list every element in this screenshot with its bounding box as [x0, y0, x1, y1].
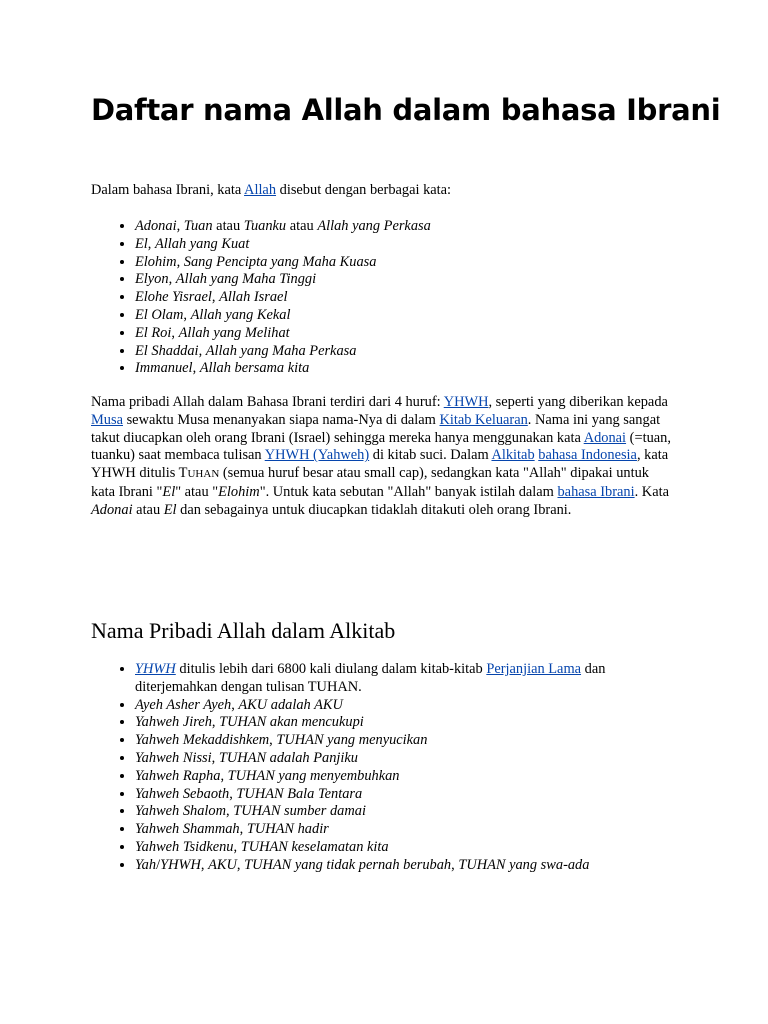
list-item	[135, 325, 431, 343]
name-term: YHWH	[160, 856, 201, 873]
name-term: Elyon	[135, 271, 169, 288]
name-term: Yahweh Shalom	[135, 803, 227, 820]
link-yhwh-list[interactable]: YHWH	[135, 661, 176, 677]
separator: ,	[176, 253, 184, 270]
list-item	[135, 732, 605, 750]
list-item	[135, 786, 605, 804]
italic-term: El	[163, 501, 177, 518]
name-meaning: Sang Pencipta yang Maha Kuasa	[183, 253, 377, 270]
list-item	[135, 803, 605, 821]
names-list	[91, 218, 431, 378]
separator: ,	[231, 696, 239, 713]
separator: ,	[171, 324, 179, 341]
separator: /	[156, 856, 161, 873]
list-item	[135, 697, 605, 715]
separator: ,	[211, 289, 220, 306]
name-meaning: Allah Israel	[219, 289, 288, 306]
link-perjanjian-lama[interactable]: Perjanjian Lama	[486, 661, 582, 677]
list-item	[135, 839, 605, 857]
paragraph-text: (=tuan, tuanku) saat membaca tulisan	[91, 429, 671, 464]
link-bahasa-ibrani[interactable]: bahasa Ibrani	[557, 483, 635, 500]
list-item	[135, 271, 431, 289]
name-meaning: TUHAN akan mencukupi	[219, 714, 364, 731]
name-term: Yahweh Nissi	[135, 749, 212, 766]
paragraph-text: dan sebagainya untuk diucapkan tidaklah ditakuti oleh orang Ibrani.	[176, 501, 572, 518]
intro-text-pre: Dalam bahasa Ibrani, kata	[91, 182, 245, 198]
separator: ,	[168, 271, 176, 288]
section-heading: Nama Pribadi Allah dalam Alkitab	[91, 618, 396, 643]
name-term: Yahweh Tsidkenu	[135, 838, 234, 855]
name-term: Yahweh Mekaddishkem	[135, 732, 270, 749]
name-term: Tuanku	[243, 218, 287, 234]
link-alkitab[interactable]: Alkitab	[491, 447, 535, 464]
paragraph-text: , seperti yang diberikan kepada	[488, 394, 668, 410]
paragraph-text: , kata YHWH ditulis T	[91, 447, 669, 482]
list-item	[135, 714, 605, 732]
list-item	[135, 218, 431, 236]
name-meaning: Allah yang Kekal	[190, 306, 291, 323]
name-term: El	[135, 235, 148, 252]
page-title: Daftar nama Allah dalam bahasa Ibrani	[91, 93, 721, 127]
name-meaning: TUHAN yang swa-ada	[458, 856, 590, 873]
list-item	[135, 236, 431, 254]
separator: ,	[220, 767, 228, 784]
paragraph-text: Nama pribadi Allah dalam Bahasa Ibrani terdiri dari 4 huruf:	[91, 394, 444, 410]
name-term: El Roi	[135, 324, 172, 341]
paragraph-text: " atau "	[175, 483, 219, 500]
name-term: El Olam	[135, 306, 184, 323]
paragraph-text: sewaktu Musa menanyakan siapa nama-Nya di dalam	[122, 411, 440, 428]
name-meaning: AKU adalah AKU	[238, 696, 343, 713]
separator: ,	[211, 714, 220, 731]
name-meaning: TUHAN keselamatan kita	[240, 838, 389, 855]
separator: ,	[198, 342, 206, 359]
name-meaning: Allah yang Perkasa	[317, 218, 431, 234]
link-bahasa-indonesia[interactable]: bahasa Indonesia	[538, 447, 637, 464]
link-yhwh[interactable]: YHWH	[443, 394, 489, 410]
list-item	[135, 661, 605, 697]
paragraph-text: (semua huruf besar atau small cap), sedangkan kata "Allah" dipakai untuk kata Ibrani "	[91, 465, 649, 500]
name-term: Yahweh Sebaoth	[135, 785, 230, 802]
list-item	[135, 857, 605, 875]
separator: ,	[147, 235, 155, 252]
list-item	[135, 343, 431, 361]
connector-text: atau	[212, 218, 244, 234]
list-text: dan	[581, 661, 606, 677]
separator: ,	[183, 306, 191, 323]
italic-term: Elohim	[218, 483, 260, 500]
name-meaning: Allah yang Melihat	[178, 324, 290, 341]
name-meaning: TUHAN yang menyembuhkan	[227, 767, 400, 784]
list-item	[135, 750, 605, 768]
name-term: Immanuel	[135, 360, 193, 377]
separator: ,	[211, 749, 219, 766]
name-term: Elohe Yisrael	[135, 289, 212, 306]
paragraph-text: atau	[132, 501, 164, 518]
list-text: diterjemahkan dengan tulisan TUHAN.	[135, 678, 362, 695]
name-term: El Shaddai	[135, 342, 199, 359]
list-item	[135, 768, 605, 786]
link-adonai[interactable]: Adonai	[583, 429, 627, 446]
name-meaning: Allah yang Kuat	[155, 235, 250, 252]
link-yhwh-yahweh[interactable]: YHWH (Yahweh)	[264, 447, 370, 464]
separator: ,	[200, 856, 209, 873]
list-item	[135, 360, 431, 378]
separator: ,	[239, 821, 247, 838]
name-meaning: TUHAN yang tidak pernah berubah	[244, 856, 452, 873]
name-meaning: TUHAN yang menyucikan	[276, 732, 428, 749]
separator: ,	[451, 856, 459, 873]
body-paragraph	[91, 394, 671, 520]
name-meaning: TUHAN hadir	[246, 821, 329, 838]
link-kitab-keluaran[interactable]: Kitab Keluaran	[439, 411, 528, 428]
name-term: Yahweh Rapha	[135, 767, 221, 784]
name-meaning: TUHAN adalah Panjiku	[218, 749, 358, 766]
name-meaning: AKU	[208, 856, 237, 873]
name-term: Yahweh Shammah	[135, 821, 240, 838]
name-term: Adonai	[135, 218, 177, 234]
name-meaning: Allah yang Maha Perkasa	[205, 342, 357, 359]
name-term: Yah	[135, 856, 157, 873]
name-term: Yahweh Jireh	[135, 714, 212, 731]
separator: ,	[176, 218, 184, 234]
personal-names-list	[91, 661, 605, 875]
link-allah[interactable]: Allah	[244, 182, 277, 198]
separator: ,	[233, 838, 241, 855]
separator: ,	[229, 785, 237, 802]
italic-term: Adonai	[91, 501, 133, 518]
connector-text: atau	[286, 218, 318, 234]
list-item	[135, 821, 605, 839]
separator: ,	[236, 856, 245, 873]
separator: ,	[269, 732, 277, 749]
intro-text-post: disebut dengan berbagai kata:	[276, 182, 452, 198]
name-meaning: Allah yang Maha Tinggi	[175, 271, 317, 288]
intro-paragraph	[91, 179, 711, 201]
list-text: ditulis lebih dari 6800 kali diulang dalam kitab-kitab	[175, 661, 487, 677]
list-item	[135, 289, 431, 307]
link-musa[interactable]: Musa	[91, 411, 123, 428]
paragraph-text: . Nama ini yang sangat takut diucapkan oleh orang Ibrani (Israel) sehingga mereka hanya menggunakan kata	[91, 411, 661, 446]
paragraph-text: . Kata	[634, 483, 669, 500]
italic-term: El	[162, 483, 176, 500]
paragraph-text: di kitab suci. Dalam	[369, 447, 492, 464]
separator: ,	[192, 360, 200, 377]
small-caps-text: UHAN	[187, 468, 220, 481]
paragraph-text: ". Untuk kata sebutan "Allah" banyak istilah dalam	[259, 483, 558, 500]
name-term: Elohim	[135, 253, 177, 270]
separator: ,	[226, 803, 234, 820]
name-term: Ayeh Asher Ayeh	[135, 696, 232, 713]
name-term: Tuan	[183, 218, 213, 234]
name-meaning: Allah bersama kita	[199, 360, 310, 377]
list-item	[135, 307, 431, 325]
list-item	[135, 254, 431, 272]
name-meaning: TUHAN sumber damai	[233, 803, 366, 820]
name-meaning: TUHAN Bala Tentara	[236, 785, 363, 802]
